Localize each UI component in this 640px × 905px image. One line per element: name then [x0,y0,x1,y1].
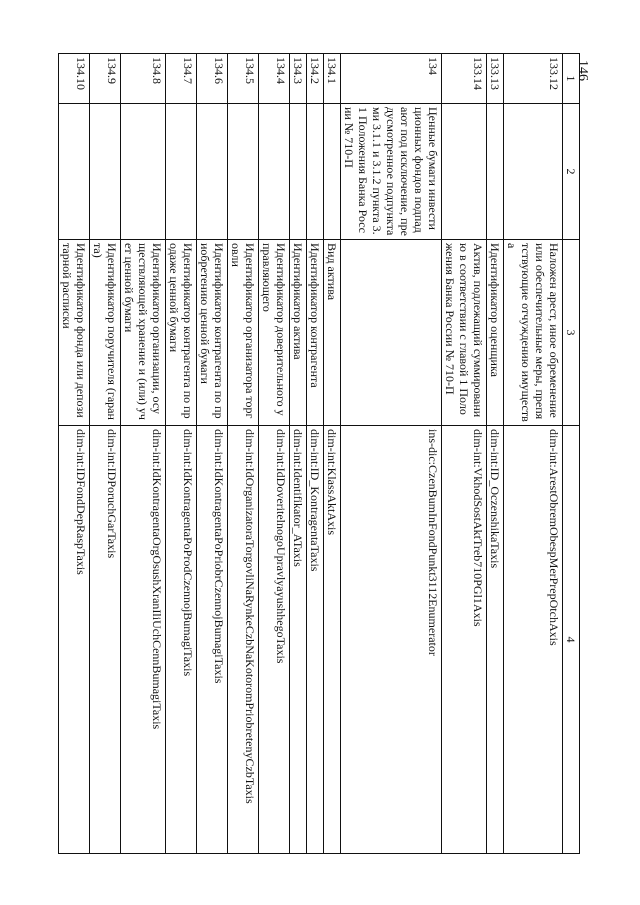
code-cell: dim-int:IdKontragentaPoPriobrCzennojBumagiTaxis [197,426,228,854]
row-number: 134.4 [259,54,290,104]
group-cell [59,104,90,240]
group-cell [307,104,324,240]
label-cell: Актив, подлежащий суммированию в соответствии с главой 1 Положения Банка России № 710-П [442,240,487,426]
label-cell: Идентификатор актива [290,240,307,426]
header-cell-3: 3 [563,240,580,426]
header-cell-4: 4 [563,426,580,854]
code-cell: dim-int:IdOrganizatoraTorgovliNaRynkeCzbNaKotoromPriobretenyCzbTaxis [228,426,259,854]
label-cell [341,240,442,426]
group-cell [166,104,197,240]
group-cell [324,104,341,240]
code-cell: ins-dic:CzenBumInFondPunkt3112Enumerator [341,426,442,854]
label-cell: Идентификатор организатора торговли [228,240,259,426]
code-cell: dim-int:IDPoruchGarTaxis [90,426,121,854]
table-row [59,54,90,854]
code-cell: dim-int:VkhodSostAktTreb710PGl1Axis [442,426,487,854]
label-cell: Идентификатор оценщика [487,240,504,426]
table-row [307,54,324,854]
code-cell: dim-int:IdKontragentaOrgOsushXranIliUchCennBumagiTaxis [121,426,166,854]
row-number: 134.9 [90,54,121,104]
label-cell: Идентификатор фонда или депозитарной расписки [59,240,90,426]
table-row [487,54,504,854]
code-cell: dim-int:IdDoveritelnogoUpravlyayushhegoTaxis [259,426,290,854]
table-row [290,54,307,854]
table-row [197,54,228,854]
code-cell: dim-int:ArestObremObespMerPrepOtchAxis [504,426,563,854]
label-cell: Идентификатор контрагента по продаже ценной бумаги [166,240,197,426]
code-cell: dim-int:ID_OczenshikaTaxis [487,426,504,854]
header-cell-2: 2 [563,104,580,240]
group-cell: Ценные бумаги инвестиционных фондов подпадают под исключение, предусмотренное подпунктами 3.1.1 и 3.1.2 пункта 3.1 Положения Банка России № 710-П [341,104,442,240]
group-cell [259,104,290,240]
row-number: 134.5 [228,54,259,104]
header-row [563,54,580,854]
table-row [259,54,290,854]
group-cell [90,104,121,240]
row-number: 134.7 [166,54,197,104]
label-cell: Идентификатор контрагента по приобретению ценной бумаги [197,240,228,426]
row-number: 134.6 [197,54,228,104]
group-cell [290,104,307,240]
label-cell: Вид актива [324,240,341,426]
code-cell: dim-int:KlassAktAxis [324,426,341,854]
group-cell [487,104,504,240]
group-cell [504,104,563,240]
table-row [166,54,197,854]
row-number: 134.8 [121,54,166,104]
table-row [504,54,563,854]
document-table [58,53,580,854]
table-row [341,54,442,854]
row-number: 133.12 [504,54,563,104]
group-cell [197,104,228,240]
table-row [442,54,487,854]
table-row [228,54,259,854]
code-cell: dim-int:IdKontragentaPoProdCzennojBumagiTaxis [166,426,197,854]
code-cell: dim-int:ID_KontragentaTaxis [307,426,324,854]
label-cell: Идентификатор контрагента [307,240,324,426]
group-cell [121,104,166,240]
row-number: 134.10 [59,54,90,104]
label-cell: Наложен арест, иное обременение или обеспечительные меры, препятствующие отчуждению имущества [504,240,563,426]
label-cell: Идентификатор доверительного управляющего [259,240,290,426]
label-cell: Идентификатор организации, осуществляющей хранение и (или) учет ценной бумаги [121,240,166,426]
table-row [121,54,166,854]
row-number: 134.3 [290,54,307,104]
label-cell: Идентификатор поручителя (гаранта) [90,240,121,426]
group-cell [442,104,487,240]
row-number: 134.2 [307,54,324,104]
code-cell: dim-int:IDFondDepRaspTaxis [59,426,90,854]
group-cell [228,104,259,240]
row-number: 133.14 [442,54,487,104]
code-cell: dim-int:Identifikator_ATaxis [290,426,307,854]
row-number: 133.13 [487,54,504,104]
row-number: 134.1 [324,54,341,104]
header-cell-1: 1 [563,54,580,104]
table-row [90,54,121,854]
table-row [324,54,341,854]
page-number: 146 [575,60,590,81]
rotated-page [60,53,580,853]
row-number: 134 [341,54,442,104]
